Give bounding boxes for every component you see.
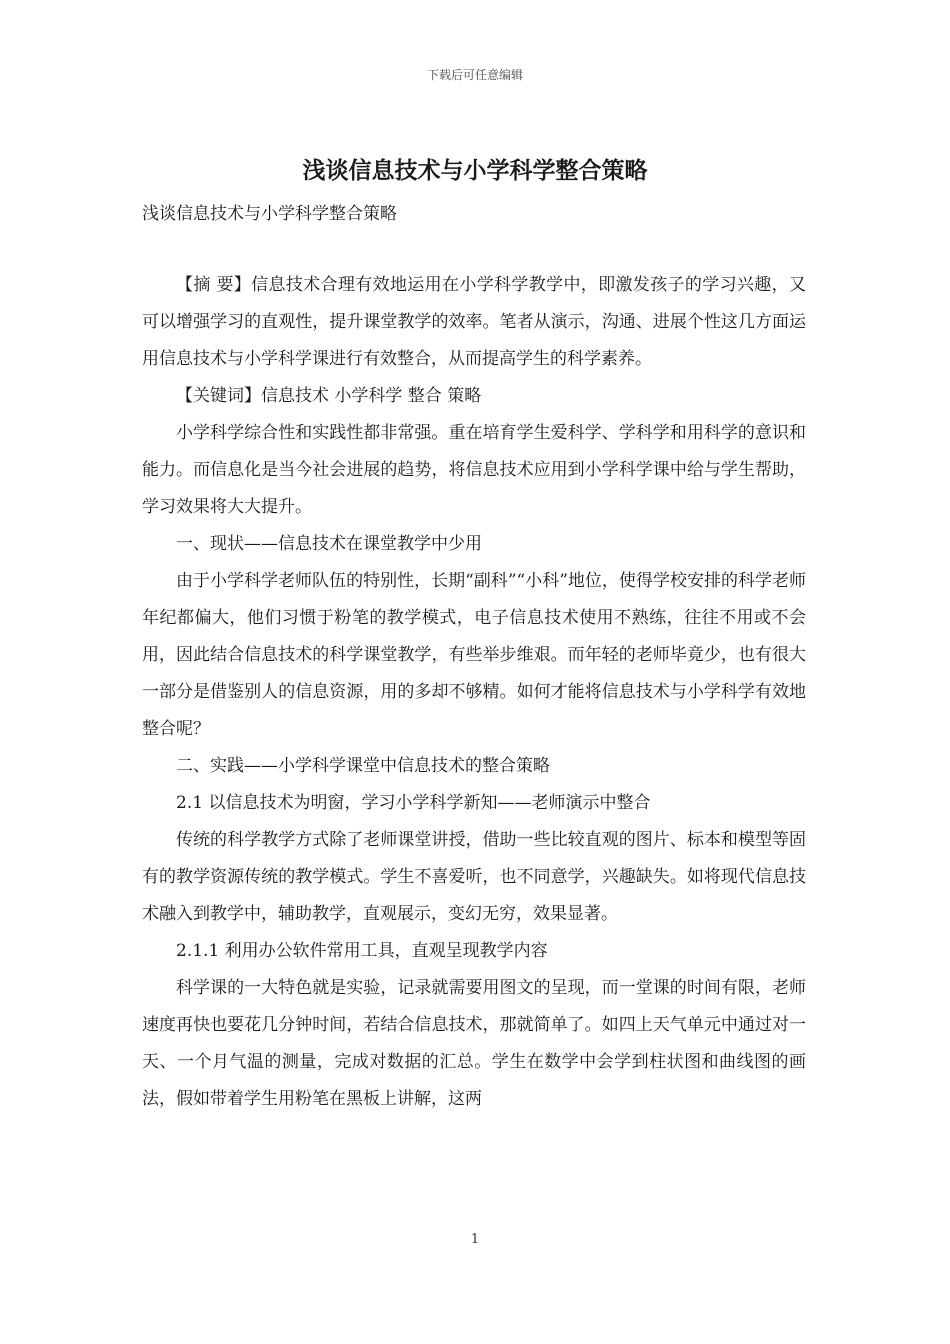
body-paragraph: 传统的科学教学方式除了老师课堂讲授，借助一些比较直观的图片、标本和模型等固有的教学资源传统的教学模式。学生不喜爱听，也不同意学，兴趣缺失。如将现代信息技术融入到教学中，辅助教学，直观展示，变幻无穷，效果显著。 — [142, 830, 806, 924]
body-paragraph: 由于小学科学老师队伍的特别性，长期“副科”“小科”地位，使得学校安排的科学老师年纪都偏大，他们习惯于粉笔的教学模式，电子信息技术使用不熟练，往往不用或不会用，因此结合信息技术的科学课堂教学，有些举步维艰。而年轻的老师毕竟少，也有很大一部分是借鉴别人的信息资源，用的多却不够精。如何才能将信息技术与小学科学有效地整合呢？ — [142, 571, 806, 739]
section-heading: 二、实践——小学科学课堂中信息技术的整合策略 — [176, 756, 550, 776]
abstract-paragraph: 【摘 要】信息技术合理有效地运用在小学科学教学中，即激发孩子的学习兴趣，又可以增强学习的直观性，提升课堂教学的效率。笔者从演示，沟通、进展个性这几方面运用信息技术与小学科学课进行有效整合，从而提高学生的科学素养。 — [142, 275, 806, 369]
page-header-note: 下载后可任意编辑 — [426, 68, 523, 82]
page-number: 1 — [470, 1232, 480, 1247]
subsection-heading: 2.1.1 利用办公软件常用工具，直观呈现教学内容 — [176, 941, 548, 961]
document-title: 浅谈信息技术与小学科学整合策略 — [302, 157, 648, 184]
keywords-paragraph: 【关键词】信息技术 小学科学 整合 策略 — [176, 386, 482, 406]
document-subtitle: 浅谈信息技术与小学科学整合策略 — [142, 204, 397, 224]
document-body — [142, 267, 806, 1118]
body-paragraph: 小学科学综合性和实践性都非常强。重在培育学生爱科学、学科学和用科学的意识和能力。而信息化是当今社会进展的趋势，将信息技术应用到小学科学课中给与学生帮助，学习效果将大大提升。 — [142, 423, 806, 517]
subsection-heading: 2.1 以信息技术为明窗，学习小学科学新知——老师演示中整合 — [176, 793, 651, 813]
section-heading: 一、现状——信息技术在课堂教学中少用 — [176, 534, 482, 554]
body-paragraph: 科学课的一大特色就是实验，记录就需要用图文的呈现，而一堂课的时间有限，老师速度再快也要花几分钟时间，若结合信息技术，那就简单了。如四上天气单元中通过对一天、一个月气温的测量，完成对数据的汇总。学生在数学中会学到柱状图和曲线图的画法，假如带着学生用粉笔在黑板上讲解，这两 — [142, 978, 806, 1109]
